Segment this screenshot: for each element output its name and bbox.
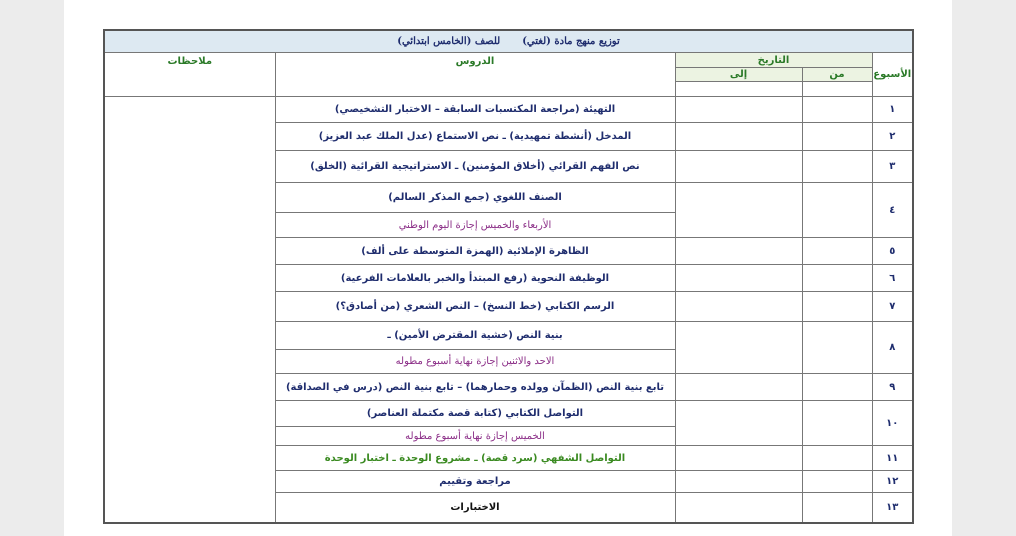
week-number: ٢	[872, 123, 913, 151]
date-to-cell	[675, 123, 802, 151]
date-to-cell	[675, 238, 802, 265]
header-lessons: الدروس	[275, 53, 675, 97]
date-to-cell	[675, 151, 802, 183]
lesson-cell: الوظيفة النحوية (رفع المبتدأ والخبر بالعلامات الفرعية)	[275, 265, 675, 292]
date-from-cell	[802, 238, 872, 265]
week-number: ٦	[872, 265, 913, 292]
date-to-cell	[675, 265, 802, 292]
date-to-cell	[675, 183, 802, 238]
date-to-cell	[675, 446, 802, 471]
lesson-cell: الصنف اللغوي (جمع المذكر السالم)	[275, 183, 675, 213]
week-number: ١	[872, 97, 913, 123]
date-from-cell	[802, 292, 872, 322]
title-subject: توزيع منهج مادة (لغتي)	[522, 36, 620, 47]
week-number: ١١	[872, 446, 913, 471]
date-from-cell	[802, 151, 872, 183]
table-title	[104, 30, 913, 53]
lesson-cell: الرسم الكتابي (خط النسخ) – النص الشعري (من أصادق؟)	[275, 292, 675, 322]
lesson-cell: التواصل الكتابي (كتابة قصة مكتملة العناصر)	[275, 401, 675, 427]
date-from-cell	[802, 446, 872, 471]
header-notes: ملاحظات	[104, 53, 275, 97]
lesson-cell: التواصل الشفهي (سرد قصة) ـ مشروع الوحدة ـ اختبار الوحدة	[275, 446, 675, 471]
date-from-cell	[802, 123, 872, 151]
date-to-cell	[675, 401, 802, 446]
lesson-cell: مراجعة وتقييم	[275, 471, 675, 493]
title-grade: للصف (الخامس ابتدائي)	[397, 36, 501, 47]
lesson-cell: تابع بنية النص (الظمآن وولده وحمارهما) – تابع بنية النص (درس في الصداقة)	[275, 374, 675, 401]
date-to-cell	[675, 374, 802, 401]
week-number: ١٣	[872, 493, 913, 523]
header-date: التاريخ	[675, 53, 872, 68]
date-to-cell	[675, 471, 802, 493]
week-number: ٨	[872, 322, 913, 374]
lesson-cell: نص الفهم القرائي (أخلاق المؤمنين) ـ الاستراتيجية القرائية (الخلق)	[275, 151, 675, 183]
week-number: ١٢	[872, 471, 913, 493]
lesson-cell: الاختبارات	[275, 493, 675, 523]
date-from-cell	[802, 401, 872, 446]
date-to-cell	[675, 493, 802, 523]
date-to-cell	[675, 292, 802, 322]
notes-cell	[104, 97, 275, 523]
header-date-from: من	[802, 68, 872, 82]
date-from-cell	[802, 97, 872, 123]
document-page	[64, 0, 952, 536]
date-from-cell	[802, 183, 872, 238]
week-number: ٩	[872, 374, 913, 401]
header-date-to: إلى	[675, 68, 802, 82]
header-week: الأسبوع	[872, 53, 913, 97]
date-from-cell	[802, 265, 872, 292]
lesson-cell: التهيئة (مراجعة المكتسبات السابقة – الاختبار التشخيصي)	[275, 97, 675, 123]
week-number: ٣	[872, 151, 913, 183]
holiday-note: الخميس إجازة نهاية أسبوع مطوله	[275, 427, 675, 446]
week-number: ٥	[872, 238, 913, 265]
date-from-spacer	[802, 82, 872, 97]
holiday-note: الاحد والاثنين إجازة نهاية أسبوع مطوله	[275, 350, 675, 374]
date-to-spacer	[675, 82, 802, 97]
lesson-cell: الظاهرة الإملائية (الهمزة المتوسطة على ألف)	[275, 238, 675, 265]
date-to-cell	[675, 322, 802, 374]
week-number: ١٠	[872, 401, 913, 446]
lesson-cell: بنية النص (خشية المقترض الأمين) ـ	[275, 322, 675, 350]
curriculum-plan-table	[103, 29, 914, 524]
date-to-cell	[675, 97, 802, 123]
holiday-note: الأربعاء والخميس إجازة اليوم الوطني	[275, 213, 675, 238]
date-from-cell	[802, 322, 872, 374]
lesson-cell: المدخل (أنشطة تمهيدية) ـ نص الاستماع (عدل الملك عبد العزيز)	[275, 123, 675, 151]
week-number: ٧	[872, 292, 913, 322]
week-number: ٤	[872, 183, 913, 238]
date-from-cell	[802, 471, 872, 493]
date-from-cell	[802, 374, 872, 401]
date-from-cell	[802, 493, 872, 523]
